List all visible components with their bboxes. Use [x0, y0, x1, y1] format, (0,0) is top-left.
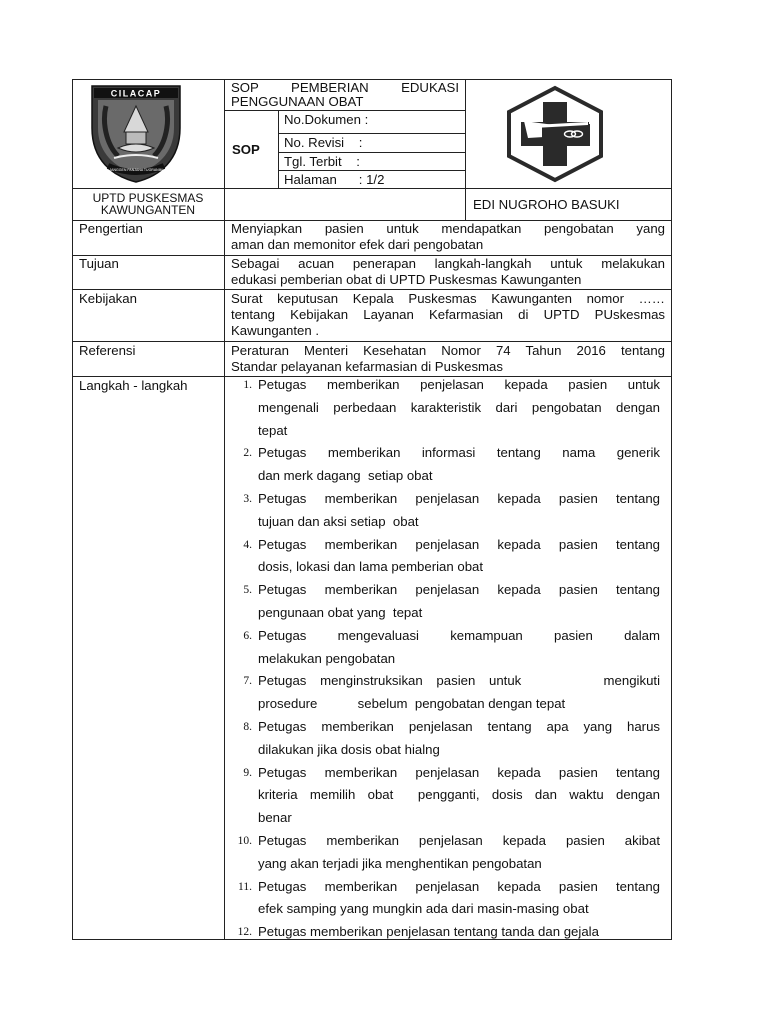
svg-text:CILACAP: CILACAP	[110, 88, 162, 99]
step-text: Petugas memberikan penjelasan kepada pasien tentang	[258, 537, 660, 552]
step-text: dilakukan jika dosis obat hialng	[258, 742, 440, 757]
step-text: Petugas mengevaluasi kemampuan pasien dalam	[258, 628, 660, 643]
org-name-line1: UPTD PUSKESMAS	[92, 191, 204, 205]
hline-title	[224, 110, 465, 111]
kebijakan-line2: tentang Kebijakan Layanan Kefarmasian di UPTD PUskesmas	[231, 307, 665, 322]
step-text: Petugas memberikan penjelasan kepada pasien tentang	[258, 765, 660, 780]
revision-number: No. Revisi :	[284, 135, 363, 150]
step-text: Petugas memberikan penjelasan kepada pasien akibat	[258, 833, 660, 848]
step-number: 4.	[243, 539, 252, 551]
step-text: Petugas memberikan penjelasan kepada pasien tentang	[258, 491, 660, 506]
col-divider-right	[465, 79, 466, 220]
sop-title-line1: SOP PEMBERIAN EDUKASI	[231, 80, 459, 95]
referensi-line1: Peraturan Menteri Kesehatan Nomor 74 Tahun 2016 tentang	[231, 343, 665, 358]
hline-header	[72, 188, 672, 189]
label-kebijakan: Kebijakan	[79, 291, 137, 306]
step-text: dan merk dagang setiap obat	[258, 468, 433, 483]
step-number: 8.	[243, 721, 252, 733]
label-pengertian: Pengertian	[79, 221, 143, 236]
page-number: Halaman : 1/2	[284, 172, 385, 187]
step-text: mengenali perbedaan karakteristik dari pengobatan dengan	[258, 400, 660, 415]
hline-tgl	[278, 170, 465, 171]
step-number: 10.	[237, 835, 252, 847]
step-number: 11.	[238, 881, 252, 893]
svg-text:JANGGEN PANJANA TUGRANIM: JANGGEN PANJANA TUGRANIM	[109, 168, 163, 172]
hline-doc	[278, 133, 465, 134]
hline-kebijakan	[72, 341, 672, 342]
sop-label: SOP	[232, 142, 260, 157]
step-text: prosedure sebelum pengobatan dengan tepat	[258, 696, 566, 711]
puskesmas-logo	[504, 84, 606, 184]
step-number: 3.	[243, 493, 252, 505]
sop-title-line2: PENGGUNAAN OBAT	[231, 94, 364, 109]
step-text: Petugas memberikan penjelasan kepada pasien untuk	[258, 377, 660, 392]
doc-number: No.Dokumen :	[284, 112, 369, 127]
hline-tujuan	[72, 289, 672, 290]
pengertian-line1: Menyiapkan pasien untuk mendapatkan pengobatan yang	[231, 221, 665, 236]
step-text: melakukan pengobatan	[258, 651, 396, 666]
step-text: kriteria memilih obat pengganti, dosis dan waktu dengan	[258, 787, 660, 802]
issue-date: Tgl. Terbit :	[284, 154, 360, 169]
step-number: 6.	[243, 630, 252, 642]
col-divider-left	[224, 79, 225, 940]
hline-rev	[278, 152, 465, 153]
step-number: 1.	[243, 379, 252, 391]
step-number: 2.	[243, 447, 252, 459]
step-text: Petugas memberikan informasi tentang nama generik	[258, 445, 660, 460]
step-text: dosis, lokasi dan lama pemberian obat	[258, 559, 484, 574]
cilacap-emblem-logo	[86, 82, 186, 184]
step-number: 7.	[243, 675, 252, 687]
step-text: efek samping yang mungkin ada dari masin-masing obat	[258, 901, 589, 916]
label-langkah: Langkah - langkah	[79, 378, 188, 393]
kebijakan-line3: Kawunganten .	[231, 323, 319, 338]
tujuan-line2: edukasi pemberian obat di UPTD Puskesmas Kawunganten	[231, 272, 582, 287]
step-number: 5.	[243, 584, 252, 596]
step-text: Petugas memberikan penjelasan kepada pasien tentang	[258, 582, 660, 597]
step-text: Petugas memberikan penjelasan kepada pasien tentang	[258, 879, 660, 894]
signatory-name: EDI NUGROHO BASUKI	[473, 197, 620, 212]
kebijakan-line1: Surat keputusan Kepala Puskesmas Kawunganten nomor ……	[231, 291, 665, 306]
step-text: Petugas menginstruksikan pasien untuk mengikuti	[258, 673, 660, 688]
step-text: tujuan dan aksi setiap obat	[258, 514, 419, 529]
label-referensi: Referensi	[79, 343, 136, 358]
org-name-line2: KAWUNGANTEN	[100, 203, 196, 217]
step-text: yang akan terjadi jika menghentikan pengobatan	[258, 856, 542, 871]
step-text: Petugas memberikan penjelasan tentang tanda dan gejala	[258, 924, 599, 939]
step-text: tepat	[258, 423, 288, 438]
label-tujuan: Tujuan	[79, 256, 119, 271]
tujuan-line1: Sebagai acuan penerapan langkah-langkah untuk melakukan	[231, 256, 665, 271]
step-number: 9.	[243, 767, 252, 779]
step-text: pengunaan obat yang tepat	[258, 605, 423, 620]
step-text: Petugas memberikan penjelasan tentang apa yang harus	[258, 719, 660, 734]
sop-label-divider	[278, 110, 279, 188]
pengertian-line2: aman dan memonitor efek dari pengobatan	[231, 237, 484, 252]
step-number: 12.	[237, 926, 252, 938]
referensi-line2: Standar pelayanan kefarmasian di Puskesmas	[231, 359, 503, 374]
step-text: benar	[258, 810, 292, 825]
